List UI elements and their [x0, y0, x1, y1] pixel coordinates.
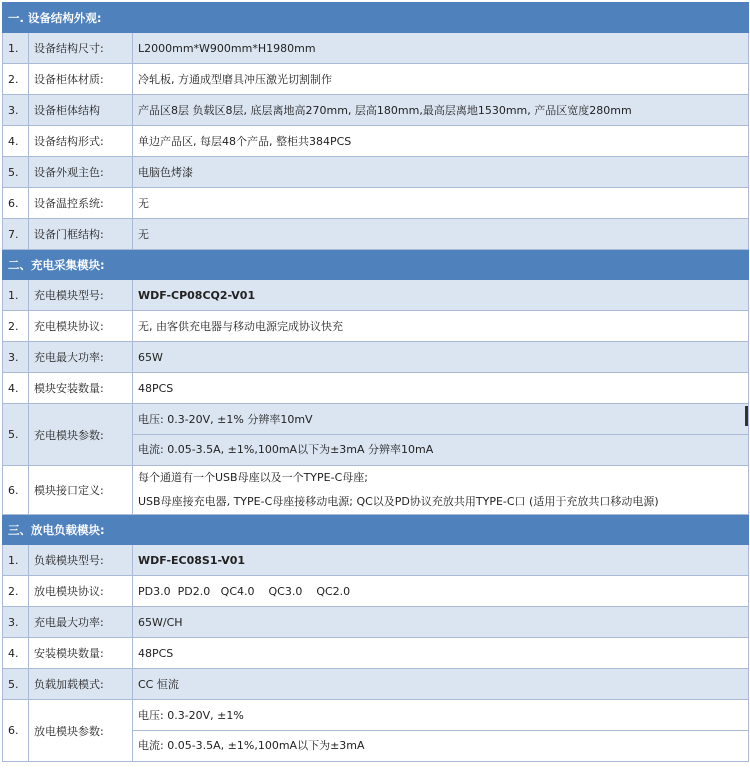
table-row	[3, 126, 749, 157]
row-label: 充电模块型号:	[29, 280, 133, 311]
row-value: 无	[133, 188, 749, 219]
row-value: 无, 由客供充电器与移动电源完成协议快充	[133, 311, 749, 342]
row-value: 电脑色烤漆	[133, 157, 749, 188]
row-label: 放电模块协议:	[29, 576, 133, 607]
table-row	[3, 466, 749, 515]
row-value: 无	[133, 219, 749, 250]
row-label: 模块接口定义:	[29, 466, 133, 515]
row-label: 充电模块参数:	[29, 404, 133, 466]
row-number: 3.	[3, 607, 29, 638]
table-row	[3, 33, 749, 64]
table-row	[3, 64, 749, 95]
section-header	[3, 515, 749, 545]
row-number: 3.	[3, 95, 29, 126]
edge-marker	[745, 406, 748, 426]
row-label: 设备结构尺寸:	[29, 33, 133, 64]
table-row	[3, 545, 749, 576]
table-row	[3, 219, 749, 250]
row-label: 负载模块型号:	[29, 545, 133, 576]
row-value: 48PCS	[133, 638, 749, 669]
row-number: 6.	[3, 466, 29, 515]
table-row	[3, 311, 749, 342]
table-row	[3, 607, 749, 638]
row-label: 放电模块参数:	[29, 700, 133, 762]
table-row	[3, 404, 749, 466]
interface-line-1: 每个通道有一个USB母座以及一个TYPE-C母座;	[138, 471, 368, 484]
row-value: 48PCS	[133, 373, 749, 404]
row-value: 65W/CH	[133, 607, 749, 638]
table-row	[3, 157, 749, 188]
table-row	[3, 373, 749, 404]
voltage-line: 电压: 0.3-20V, ±1% 分辨率10mV	[138, 413, 313, 426]
row-value	[133, 466, 749, 515]
row-label: 设备柜体材质:	[29, 64, 133, 95]
section-header	[3, 250, 749, 280]
row-number: 2.	[3, 576, 29, 607]
row-value	[133, 700, 749, 762]
table-row	[3, 700, 749, 762]
row-number: 5.	[3, 669, 29, 700]
section-header	[3, 3, 749, 33]
row-number: 4.	[3, 638, 29, 669]
row-label: 设备外观主色:	[29, 157, 133, 188]
spec-table	[2, 2, 749, 762]
row-label: 设备温控系统:	[29, 188, 133, 219]
table-row	[3, 669, 749, 700]
row-number: 5.	[3, 404, 29, 466]
row-number: 3.	[3, 342, 29, 373]
table-row	[3, 576, 749, 607]
row-value: PD3.0 PD2.0 QC4.0 QC3.0 QC2.0	[133, 576, 749, 607]
current-line: 电流: 0.05-3.5A, ±1%,100mA以下为±3mA 分辨率10mA	[133, 434, 748, 464]
row-number: 1.	[3, 545, 29, 576]
section-title: 三、放电负载模块:	[3, 515, 749, 545]
row-value: 产品区8层 负载区8层, 底层离地高270mm, 层高180mm,最高层离地1530mm, 产品区宽度280mm	[133, 95, 749, 126]
row-label: 模块安装数量:	[29, 373, 133, 404]
table-row	[3, 280, 749, 311]
interface-line-2: USB母座接充电器, TYPE-C母座接移动电源; QC以及PD协议充放共用TYPE-C口 (适用于充放共口移动电源)	[138, 495, 659, 508]
current-line: 电流: 0.05-3.5A, ±1%,100mA以下为±3mA	[133, 730, 748, 760]
row-value	[133, 404, 749, 466]
section-title: 二、充电采集模块:	[3, 250, 749, 280]
section-title: 一. 设备结构外观:	[3, 3, 749, 33]
row-number: 4.	[3, 126, 29, 157]
row-number: 6.	[3, 188, 29, 219]
row-value: CC 恒流	[133, 669, 749, 700]
row-number: 1.	[3, 280, 29, 311]
row-value: WDF-EC08S1-V01	[133, 545, 749, 576]
row-number: 2.	[3, 311, 29, 342]
row-label: 设备柜体结构	[29, 95, 133, 126]
row-label: 设备结构形式:	[29, 126, 133, 157]
row-label: 充电模块协议:	[29, 311, 133, 342]
row-number: 1.	[3, 33, 29, 64]
row-label: 安装模块数量:	[29, 638, 133, 669]
row-label: 充电最大功率:	[29, 607, 133, 638]
row-number: 4.	[3, 373, 29, 404]
row-label: 负载加载模式:	[29, 669, 133, 700]
row-number: 2.	[3, 64, 29, 95]
table-row	[3, 638, 749, 669]
row-value: 单边产品区, 每层48个产品, 整柜共384PCS	[133, 126, 749, 157]
voltage-line: 电压: 0.3-20V, ±1%	[138, 709, 244, 722]
spec-page	[0, 2, 750, 771]
row-number: 7.	[3, 219, 29, 250]
row-label: 充电最大功率:	[29, 342, 133, 373]
row-value: 65W	[133, 342, 749, 373]
row-number: 6.	[3, 700, 29, 762]
row-value: 冷轧板, 方通成型磨具冲压激光切割制作	[133, 64, 749, 95]
row-value: WDF-CP08CQ2-V01	[133, 280, 749, 311]
row-label: 设备门框结构:	[29, 219, 133, 250]
table-row	[3, 342, 749, 373]
table-row	[3, 95, 749, 126]
row-value: L2000mm*W900mm*H1980mm	[133, 33, 749, 64]
row-number: 5.	[3, 157, 29, 188]
table-row	[3, 188, 749, 219]
